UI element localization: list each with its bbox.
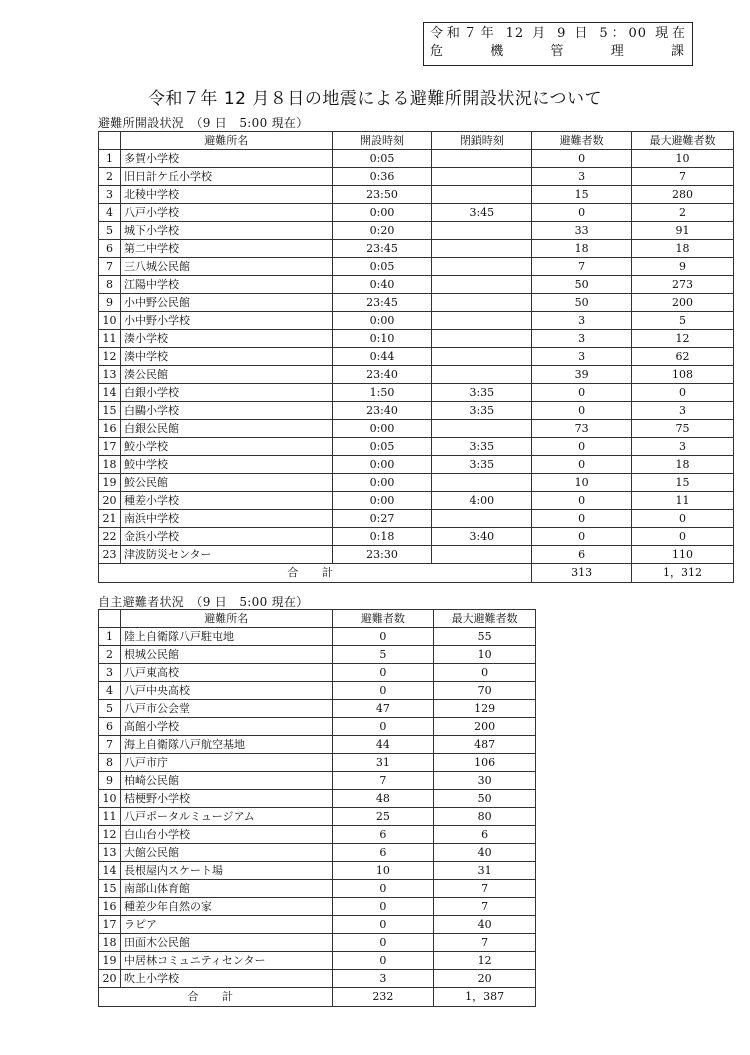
max-evacuee-count: 129 [434,700,536,718]
max-evacuee-count: 15 [632,474,734,492]
close-time [432,420,532,438]
evacuee-count: 47 [332,700,434,718]
row-number: 1 [99,150,121,168]
row-number: 14 [99,862,121,880]
shelter-name: 根城公民館 [120,646,332,664]
row-number: 19 [99,474,121,492]
open-time: 0:00 [332,420,432,438]
close-time [432,330,532,348]
open-time: 0:44 [332,348,432,366]
row-number: 21 [99,510,121,528]
max-evacuee-count: 18 [632,240,734,258]
shelter-name: 八戸市庁 [120,754,332,772]
header-shelter-name: 避難所名 [120,610,332,628]
open-time: 0:40 [332,276,432,294]
close-time [432,546,532,564]
evacuee-count: 3 [532,312,632,330]
max-evacuee-count: 3 [632,402,734,420]
shelter-name: 南部山体育館 [120,880,332,898]
row-number: 10 [99,790,121,808]
table-row [99,294,734,312]
evacuee-count: 44 [332,736,434,754]
evacuee-count: 0 [332,916,434,934]
row-number: 2 [99,646,121,664]
table-row [99,402,734,420]
shelter-name: 金浜小学校 [120,528,332,546]
total-label: 合 計 [99,564,532,583]
row-number: 6 [99,240,121,258]
table-row [99,628,536,646]
close-time: 3:35 [432,402,532,420]
open-time: 0:36 [332,168,432,186]
table-row [99,186,734,204]
row-number: 18 [99,934,121,952]
row-number: 3 [99,186,121,204]
open-time: 23:45 [332,240,432,258]
department-name: 危 機 管 理 課 [430,44,686,59]
max-evacuee-count: 200 [434,718,536,736]
shelter-total-row [99,564,734,583]
max-evacuee-count: 6 [434,826,536,844]
max-evacuee-count: 12 [632,330,734,348]
table-row [99,808,536,826]
evacuee-count: 0 [332,682,434,700]
evacuee-count: 0 [532,384,632,402]
header-shelter-name: 避難所名 [120,132,332,150]
shelter-name: 旧日計ケ丘小学校 [120,168,332,186]
max-evacuee-count: 0 [632,510,734,528]
evacuee-count: 0 [532,204,632,222]
voluntary-evacuee-table [98,609,536,1007]
open-time: 0:05 [332,258,432,276]
open-time: 0:00 [332,492,432,510]
close-time [432,150,532,168]
max-evacuee-count: 0 [632,528,734,546]
row-number: 18 [99,456,121,474]
table-row [99,700,536,718]
max-evacuee-count: 70 [434,682,536,700]
close-time [432,222,532,240]
max-evacuee-count: 5 [632,312,734,330]
evacuee-count: 0 [332,628,434,646]
row-number: 20 [99,492,121,510]
open-time: 23:40 [332,402,432,420]
max-evacuee-count: 31 [434,862,536,880]
max-evacuee-count: 50 [434,790,536,808]
open-time: 0:18 [332,528,432,546]
evacuee-count: 0 [532,456,632,474]
open-time: 23:40 [332,366,432,384]
evacuee-count: 6 [332,826,434,844]
evacuee-count: 10 [332,862,434,880]
max-evacuee-count: 18 [632,456,734,474]
table-row [99,736,536,754]
close-time [432,474,532,492]
table-row [99,330,734,348]
evacuee-count: 3 [332,970,434,988]
table-row [99,222,734,240]
close-time: 3:40 [432,528,532,546]
max-evacuee-count: 91 [632,222,734,240]
row-number: 19 [99,952,121,970]
max-evacuee-count: 0 [434,664,536,682]
shelter-status-caption: 避難所開設状況 （9 日 5:00 現在） [98,116,309,130]
evacuee-count: 0 [332,880,434,898]
header-no [99,610,121,628]
row-number: 23 [99,546,121,564]
row-number: 11 [99,330,121,348]
table-row [99,348,734,366]
close-time [432,240,532,258]
shelter-name: 白山台小学校 [120,826,332,844]
table-row [99,168,734,186]
table-row [99,528,734,546]
table-row [99,492,734,510]
shelter-name: 白銀公民館 [120,420,332,438]
close-time [432,186,532,204]
max-evacuee-count: 9 [632,258,734,276]
shelter-name: 城下小学校 [120,222,332,240]
shelter-name: 海上自衛隊八戸航空基地 [120,736,332,754]
max-evacuee-count: 2 [632,204,734,222]
as-of-datetime: 令和７年 12 月 9 日 5：00 現在 [430,26,686,41]
shelter-name: 白鷗小学校 [120,402,332,420]
voluntary-evacuee-caption: 自主避難者状況 （9 日 5:00 現在） [98,595,309,609]
row-number: 17 [99,916,121,934]
evacuee-count: 6 [532,546,632,564]
shelter-name: 小中野公民館 [120,294,332,312]
row-number: 14 [99,384,121,402]
max-evacuee-count: 55 [434,628,536,646]
header-evacuees: 避難者数 [332,610,434,628]
shelter-name: 江陽中学校 [120,276,332,294]
shelter-name: 八戸中央高校 [120,682,332,700]
voluntary-total-row [99,988,536,1007]
shelter-name: 八戸小学校 [120,204,332,222]
max-evacuee-count: 75 [632,420,734,438]
table-row [99,384,734,402]
max-evacuee-count: 7 [434,880,536,898]
open-time: 0:00 [332,204,432,222]
shelter-name: 鮫中学校 [120,456,332,474]
evacuee-count: 6 [332,844,434,862]
table-row [99,510,734,528]
total-max-evacuees: 1，312 [632,564,734,583]
table-row [99,240,734,258]
close-time [432,258,532,276]
row-number: 11 [99,808,121,826]
row-number: 9 [99,294,121,312]
voluntary-table-header [99,610,536,628]
table-row [99,664,536,682]
evacuee-count: 50 [532,276,632,294]
open-time: 0:10 [332,330,432,348]
close-time: 3:45 [432,204,532,222]
close-time [432,510,532,528]
shelter-name: 八戸市公会堂 [120,700,332,718]
table-row [99,456,734,474]
close-time [432,312,532,330]
shelter-name: 中居林コミュニティセンター [120,952,332,970]
close-time [432,276,532,294]
max-evacuee-count: 7 [434,934,536,952]
header-close-time: 閉鎖時刻 [432,132,532,150]
open-time: 1:50 [332,384,432,402]
evacuee-count: 0 [332,952,434,970]
max-evacuee-count: 110 [632,546,734,564]
row-number: 6 [99,718,121,736]
max-evacuee-count: 12 [434,952,536,970]
row-number: 4 [99,682,121,700]
evacuee-count: 50 [532,294,632,312]
evacuee-count: 48 [332,790,434,808]
close-time [432,294,532,312]
evacuee-count: 3 [532,348,632,366]
close-time [432,348,532,366]
evacuee-count: 5 [332,646,434,664]
row-number: 12 [99,826,121,844]
shelter-name: 種差小学校 [120,492,332,510]
shelter-name: 南浜中学校 [120,510,332,528]
table-row [99,898,536,916]
shelter-name: 鮫公民館 [120,474,332,492]
max-evacuee-count: 106 [434,754,536,772]
table-row [99,204,734,222]
row-number: 8 [99,754,121,772]
header-open-time: 開設時刻 [332,132,432,150]
evacuee-count: 0 [532,150,632,168]
shelter-name: 大館公民館 [120,844,332,862]
table-row [99,312,734,330]
evacuee-count: 39 [532,366,632,384]
table-row [99,546,734,564]
row-number: 5 [99,222,121,240]
row-number: 13 [99,844,121,862]
open-time: 0:27 [332,510,432,528]
total-evacuees: 313 [532,564,632,583]
shelter-table-body [99,150,734,564]
evacuee-count: 3 [532,168,632,186]
row-number: 15 [99,880,121,898]
max-evacuee-count: 10 [434,646,536,664]
max-evacuee-count: 280 [632,186,734,204]
evacuee-count: 0 [332,718,434,736]
table-row [99,682,536,700]
header-no [99,132,121,150]
shelter-name: 桔梗野小学校 [120,790,332,808]
close-time [432,366,532,384]
evacuee-count: 7 [532,258,632,276]
shelter-name: ラピア [120,916,332,934]
evacuee-count: 73 [532,420,632,438]
open-time: 0:00 [332,456,432,474]
evacuee-count: 15 [532,186,632,204]
max-evacuee-count: 3 [632,438,734,456]
max-evacuee-count: 40 [434,844,536,862]
header-evacuees: 避難者数 [532,132,632,150]
open-time: 23:30 [332,546,432,564]
shelter-table-header [99,132,734,150]
close-time: 3:35 [432,384,532,402]
evacuee-count: 7 [332,772,434,790]
table-row [99,970,536,988]
row-number: 4 [99,204,121,222]
max-evacuee-count: 7 [434,898,536,916]
max-evacuee-count: 200 [632,294,734,312]
shelter-name: 多賀小学校 [120,150,332,168]
table-row [99,718,536,736]
evacuee-count: 0 [332,934,434,952]
shelter-name: 高館小学校 [120,718,332,736]
table-row [99,646,536,664]
row-number: 16 [99,420,121,438]
table-row [99,258,734,276]
max-evacuee-count: 11 [632,492,734,510]
close-time: 3:35 [432,456,532,474]
row-number: 22 [99,528,121,546]
evacuee-count: 25 [332,808,434,826]
shelter-name: 陸上自衛隊八戸駐屯地 [120,628,332,646]
row-number: 3 [99,664,121,682]
max-evacuee-count: 10 [632,150,734,168]
shelter-name: 湊公民館 [120,366,332,384]
row-number: 10 [99,312,121,330]
evacuee-count: 0 [532,492,632,510]
row-number: 5 [99,700,121,718]
shelter-name: 白銀小学校 [120,384,332,402]
evacuee-count: 3 [532,330,632,348]
total-evacuees: 232 [332,988,434,1007]
max-evacuee-count: 62 [632,348,734,366]
row-number: 7 [99,258,121,276]
voluntary-table-body [99,628,536,988]
shelter-status-table [98,131,734,583]
table-row [99,790,536,808]
total-max-evacuees: 1，387 [434,988,536,1007]
max-evacuee-count: 487 [434,736,536,754]
max-evacuee-count: 80 [434,808,536,826]
row-number: 13 [99,366,121,384]
max-evacuee-count: 20 [434,970,536,988]
row-number: 2 [99,168,121,186]
row-number: 16 [99,898,121,916]
evacuee-count: 33 [532,222,632,240]
max-evacuee-count: 30 [434,772,536,790]
row-number: 20 [99,970,121,988]
shelter-name: 八戸ポータルミュージアム [120,808,332,826]
row-number: 1 [99,628,121,646]
shelter-name: 小中野小学校 [120,312,332,330]
evacuee-count: 0 [332,898,434,916]
table-row [99,916,536,934]
close-time: 3:35 [432,438,532,456]
document-title: 令和７年 12 月８日の地震による避難所開設状況について [147,89,603,109]
max-evacuee-count: 273 [632,276,734,294]
open-time: 0:05 [332,438,432,456]
shelter-name: 長根屋内スケート場 [120,862,332,880]
evacuee-count: 0 [532,528,632,546]
shelter-name: 三八城公民館 [120,258,332,276]
open-time: 0:00 [332,312,432,330]
shelter-name: 津波防災センター [120,546,332,564]
open-time: 0:05 [332,150,432,168]
shelter-name: 北稜中学校 [120,186,332,204]
max-evacuee-count: 7 [632,168,734,186]
evacuee-count: 0 [532,402,632,420]
table-row [99,862,536,880]
table-row [99,844,536,862]
table-row [99,934,536,952]
shelter-name: 湊中学校 [120,348,332,366]
evacuee-count: 0 [332,664,434,682]
evacuee-count: 0 [532,438,632,456]
shelter-name: 湊小学校 [120,330,332,348]
header-max-evacuees: 最大避難者数 [632,132,734,150]
open-time: 23:45 [332,294,432,312]
table-row [99,366,734,384]
table-row [99,880,536,898]
max-evacuee-count: 108 [632,366,734,384]
open-time: 0:00 [332,474,432,492]
row-number: 12 [99,348,121,366]
evacuee-count: 0 [532,510,632,528]
table-row [99,438,734,456]
max-evacuee-count: 0 [632,384,734,402]
row-number: 9 [99,772,121,790]
table-row [99,772,536,790]
close-time [432,168,532,186]
shelter-name: 種差少年自然の家 [120,898,332,916]
table-row [99,420,734,438]
shelter-name: 八戸東高校 [120,664,332,682]
row-number: 8 [99,276,121,294]
table-row [99,826,536,844]
max-evacuee-count: 40 [434,916,536,934]
total-label: 合 計 [99,988,333,1007]
header-max-evacuees: 最大避難者数 [434,610,536,628]
table-row [99,276,734,294]
row-number: 7 [99,736,121,754]
shelter-name: 柏崎公民館 [120,772,332,790]
shelter-name: 鮫小学校 [120,438,332,456]
shelter-name: 第二中学校 [120,240,332,258]
table-row [99,952,536,970]
open-time: 23:50 [332,186,432,204]
evacuee-count: 10 [532,474,632,492]
table-row [99,150,734,168]
evacuee-count: 31 [332,754,434,772]
shelter-name: 田面木公民館 [120,934,332,952]
shelter-name: 吹上小学校 [120,970,332,988]
department-stamp [423,22,693,66]
close-time: 4:00 [432,492,532,510]
table-row [99,474,734,492]
open-time: 0:20 [332,222,432,240]
table-row [99,754,536,772]
row-number: 17 [99,438,121,456]
row-number: 15 [99,402,121,420]
evacuee-count: 18 [532,240,632,258]
